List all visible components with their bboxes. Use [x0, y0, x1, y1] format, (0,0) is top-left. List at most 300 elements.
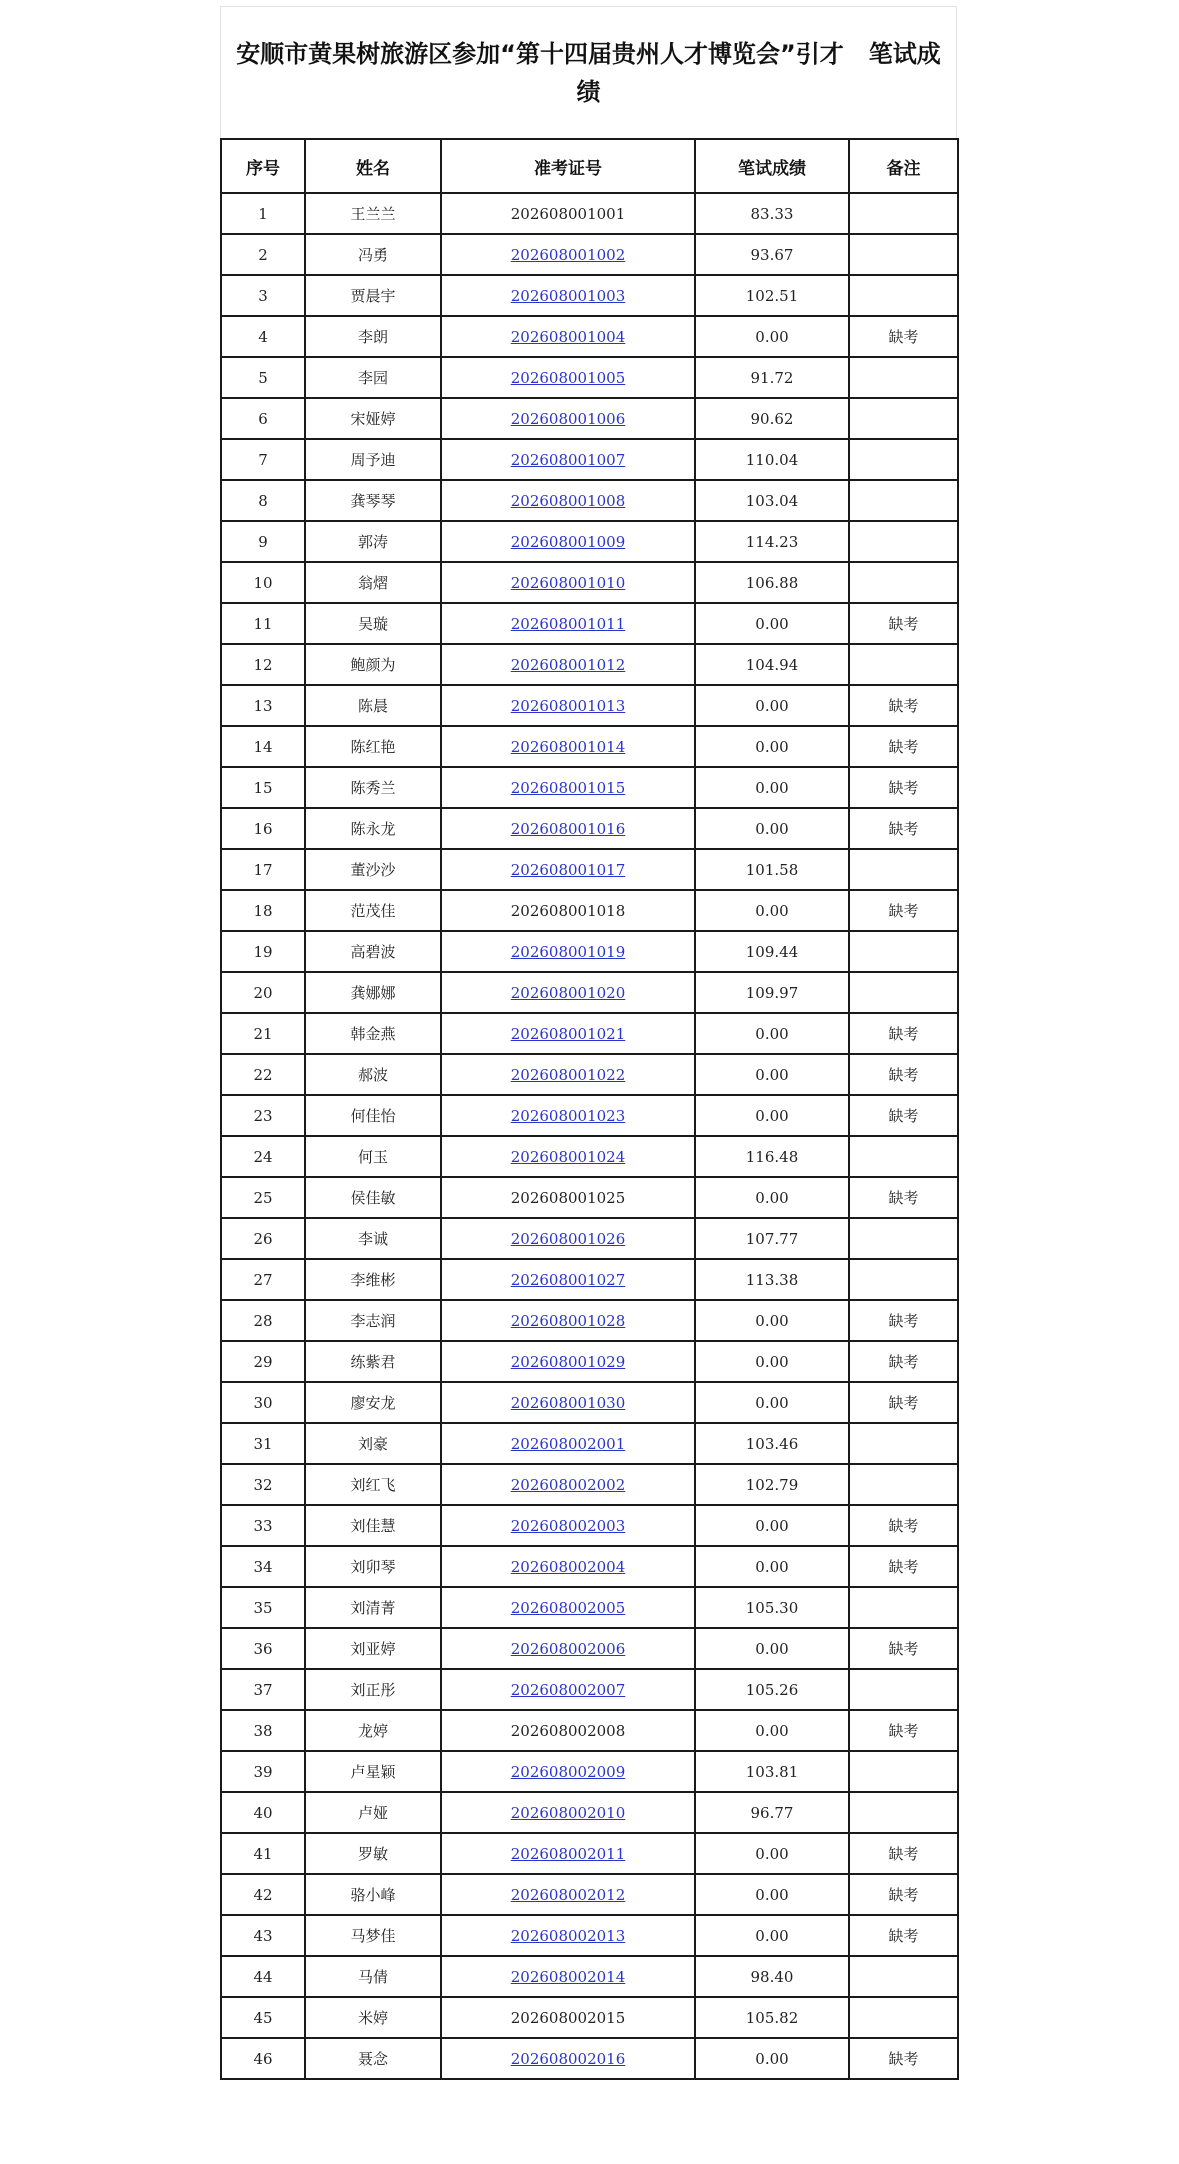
row-seq: 32 — [221, 1464, 305, 1505]
row-exam-number — [441, 480, 695, 521]
table-row — [221, 1382, 958, 1423]
header-written-score: 笔试成绩 — [695, 139, 849, 193]
row-score: 103.46 — [695, 1423, 849, 1464]
exam-number-link[interactable]: 202608001019 — [510, 942, 626, 961]
row-name: 郭涛 — [305, 521, 441, 562]
row-name: 廖安龙 — [305, 1382, 441, 1423]
table-row — [221, 1423, 958, 1464]
row-seq: 10 — [221, 562, 305, 603]
table-row — [221, 480, 958, 521]
row-score: 104.94 — [695, 644, 849, 685]
row-remark — [849, 275, 958, 316]
row-seq: 41 — [221, 1833, 305, 1874]
row-seq: 17 — [221, 849, 305, 890]
exam-number-link[interactable]: 202608001012 — [510, 655, 626, 674]
row-seq: 45 — [221, 1997, 305, 2038]
row-score: 96.77 — [695, 1792, 849, 1833]
row-score: 0.00 — [695, 726, 849, 767]
row-remark — [849, 849, 958, 890]
header-seq: 序号 — [221, 139, 305, 193]
row-seq: 42 — [221, 1874, 305, 1915]
row-name: 龚琴琴 — [305, 480, 441, 521]
exam-number-text: 202608002008 — [510, 1721, 626, 1740]
exam-number-link[interactable]: 202608001017 — [510, 860, 626, 879]
row-score: 0.00 — [695, 808, 849, 849]
row-score: 0.00 — [695, 1833, 849, 1874]
row-remark — [849, 931, 958, 972]
table-row — [221, 1587, 958, 1628]
table-row — [221, 726, 958, 767]
row-exam-number — [441, 1792, 695, 1833]
table-row — [221, 849, 958, 890]
row-name: 李园 — [305, 357, 441, 398]
row-seq: 5 — [221, 357, 305, 398]
row-exam-number — [441, 1464, 695, 1505]
row-exam-number — [441, 1095, 695, 1136]
row-score: 0.00 — [695, 1300, 849, 1341]
row-score: 0.00 — [695, 1505, 849, 1546]
row-score: 114.23 — [695, 521, 849, 562]
row-seq: 15 — [221, 767, 305, 808]
exam-number-text: 202608001018 — [510, 901, 626, 920]
score-document — [220, 6, 957, 2080]
row-remark — [849, 480, 958, 521]
row-seq: 13 — [221, 685, 305, 726]
row-exam-number — [441, 1956, 695, 1997]
row-remark: 缺考 — [849, 1300, 958, 1341]
row-name: 刘佳慧 — [305, 1505, 441, 1546]
table-row — [221, 1710, 958, 1751]
row-exam-number — [441, 972, 695, 1013]
exam-number-link[interactable]: 202608002012 — [510, 1885, 626, 1904]
row-remark: 缺考 — [849, 603, 958, 644]
row-name: 卢星颖 — [305, 1751, 441, 1792]
row-score: 0.00 — [695, 1546, 849, 1587]
row-score: 105.30 — [695, 1587, 849, 1628]
row-score: 0.00 — [695, 685, 849, 726]
table-row — [221, 1546, 958, 1587]
exam-number-link[interactable]: 202608002003 — [510, 1516, 626, 1535]
row-exam-number — [441, 1341, 695, 1382]
row-name: 何玉 — [305, 1136, 441, 1177]
row-exam-number — [441, 808, 695, 849]
row-exam-number — [441, 1915, 695, 1956]
row-remark — [849, 972, 958, 1013]
exam-number-link[interactable]: 202608001005 — [510, 368, 626, 387]
exam-number-text: 202608001025 — [510, 1188, 626, 1207]
row-exam-number — [441, 275, 695, 316]
row-score: 0.00 — [695, 767, 849, 808]
exam-number-link[interactable]: 202608001022 — [510, 1065, 626, 1084]
row-score: 0.00 — [695, 1915, 849, 1956]
table-row — [221, 1095, 958, 1136]
row-name: 范茂佳 — [305, 890, 441, 931]
exam-number-link[interactable]: 202608001024 — [510, 1147, 626, 1166]
row-remark — [849, 1136, 958, 1177]
table-row — [221, 1136, 958, 1177]
row-name: 周予迪 — [305, 439, 441, 480]
row-remark: 缺考 — [849, 1546, 958, 1587]
row-name: 王兰兰 — [305, 193, 441, 234]
row-exam-number — [441, 1013, 695, 1054]
exam-number-link[interactable]: 202608002006 — [510, 1639, 626, 1658]
row-remark: 缺考 — [849, 1505, 958, 1546]
row-name: 陈永龙 — [305, 808, 441, 849]
exam-number-link[interactable]: 202608002007 — [510, 1680, 626, 1699]
row-exam-number — [441, 1710, 695, 1751]
row-remark — [849, 234, 958, 275]
row-exam-number — [441, 890, 695, 931]
row-seq: 25 — [221, 1177, 305, 1218]
exam-number-link[interactable]: 202608001009 — [510, 532, 626, 551]
row-seq: 23 — [221, 1095, 305, 1136]
row-remark: 缺考 — [849, 1382, 958, 1423]
row-name: 贾晨宇 — [305, 275, 441, 316]
exam-number-link[interactable]: 202608001006 — [510, 409, 626, 428]
row-score: 102.51 — [695, 275, 849, 316]
row-seq: 11 — [221, 603, 305, 644]
row-score: 0.00 — [695, 1341, 849, 1382]
row-remark: 缺考 — [849, 316, 958, 357]
row-score: 105.82 — [695, 1997, 849, 2038]
table-header-row — [221, 139, 958, 193]
row-score: 0.00 — [695, 1874, 849, 1915]
row-name: 高碧波 — [305, 931, 441, 972]
row-score: 110.04 — [695, 439, 849, 480]
row-score: 90.62 — [695, 398, 849, 439]
table-row — [221, 316, 958, 357]
row-seq: 12 — [221, 644, 305, 685]
row-name: 刘豪 — [305, 1423, 441, 1464]
header-name: 姓名 — [305, 139, 441, 193]
row-exam-number — [441, 1669, 695, 1710]
row-remark — [849, 1669, 958, 1710]
row-name: 龙婷 — [305, 1710, 441, 1751]
score-table — [220, 138, 959, 2080]
row-name: 李诚 — [305, 1218, 441, 1259]
row-name: 李朗 — [305, 316, 441, 357]
row-remark: 缺考 — [849, 890, 958, 931]
row-score: 0.00 — [695, 1013, 849, 1054]
exam-number-link[interactable]: 202608001023 — [510, 1106, 626, 1125]
row-name: 陈红艳 — [305, 726, 441, 767]
exam-number-link[interactable]: 202608001007 — [510, 450, 626, 469]
row-name: 何佳怡 — [305, 1095, 441, 1136]
row-score: 101.58 — [695, 849, 849, 890]
exam-number-link[interactable]: 202608001002 — [510, 245, 626, 264]
row-exam-number — [441, 1218, 695, 1259]
exam-number-link[interactable]: 202608001004 — [510, 327, 626, 346]
row-score: 107.77 — [695, 1218, 849, 1259]
row-seq: 20 — [221, 972, 305, 1013]
exam-number-link[interactable]: 202608001016 — [510, 819, 626, 838]
page-title: 安顺市黄果树旅游区参加“第十四届贵州人才博览会”引才 笔试成绩 — [236, 39, 941, 106]
row-score: 102.79 — [695, 1464, 849, 1505]
exam-number-link[interactable]: 202608002009 — [510, 1762, 626, 1781]
table-row — [221, 1956, 958, 1997]
exam-number-link[interactable]: 202608001027 — [510, 1270, 626, 1289]
row-name: 侯佳敏 — [305, 1177, 441, 1218]
row-score: 0.00 — [695, 1095, 849, 1136]
row-remark: 缺考 — [849, 2038, 958, 2079]
table-row — [221, 808, 958, 849]
row-seq: 22 — [221, 1054, 305, 1095]
row-score: 0.00 — [695, 316, 849, 357]
row-remark: 缺考 — [849, 808, 958, 849]
row-remark: 缺考 — [849, 1915, 958, 1956]
row-exam-number — [441, 2038, 695, 2079]
row-exam-number — [441, 521, 695, 562]
row-seq: 8 — [221, 480, 305, 521]
row-remark: 缺考 — [849, 1177, 958, 1218]
row-name: 卢娅 — [305, 1792, 441, 1833]
row-remark: 缺考 — [849, 726, 958, 767]
row-exam-number — [441, 726, 695, 767]
exam-number-link[interactable]: 202608001026 — [510, 1229, 626, 1248]
exam-number-link[interactable]: 202608001014 — [510, 737, 626, 756]
row-name: 马梦佳 — [305, 1915, 441, 1956]
exam-number-link[interactable]: 202608002011 — [510, 1844, 626, 1863]
table-row — [221, 1300, 958, 1341]
row-exam-number — [441, 1136, 695, 1177]
row-exam-number — [441, 1751, 695, 1792]
table-body — [221, 193, 958, 2079]
row-remark: 缺考 — [849, 685, 958, 726]
table-row — [221, 1218, 958, 1259]
row-exam-number — [441, 1382, 695, 1423]
row-name: 骆小峰 — [305, 1874, 441, 1915]
exam-number-link[interactable]: 202608001021 — [510, 1024, 626, 1043]
row-remark — [849, 1997, 958, 2038]
row-remark: 缺考 — [849, 1013, 958, 1054]
row-seq: 14 — [221, 726, 305, 767]
table-row — [221, 357, 958, 398]
row-exam-number — [441, 1300, 695, 1341]
row-remark: 缺考 — [849, 1833, 958, 1874]
table-row — [221, 1054, 958, 1095]
row-exam-number — [441, 398, 695, 439]
row-score: 103.04 — [695, 480, 849, 521]
row-score: 93.67 — [695, 234, 849, 275]
row-remark: 缺考 — [849, 1874, 958, 1915]
table-row — [221, 1997, 958, 2038]
table-row — [221, 193, 958, 234]
exam-number-link[interactable]: 202608001029 — [510, 1352, 626, 1371]
row-exam-number — [441, 1833, 695, 1874]
row-remark — [849, 562, 958, 603]
table-row — [221, 603, 958, 644]
row-exam-number — [441, 685, 695, 726]
row-exam-number — [441, 1259, 695, 1300]
row-name: 宋娅婷 — [305, 398, 441, 439]
row-remark — [849, 644, 958, 685]
table-row — [221, 1259, 958, 1300]
row-name: 刘清菁 — [305, 1587, 441, 1628]
row-remark — [849, 1423, 958, 1464]
row-score: 0.00 — [695, 890, 849, 931]
row-seq: 38 — [221, 1710, 305, 1751]
row-name: 翁熠 — [305, 562, 441, 603]
row-seq: 40 — [221, 1792, 305, 1833]
row-seq: 19 — [221, 931, 305, 972]
table-row — [221, 972, 958, 1013]
row-name: 刘卯琴 — [305, 1546, 441, 1587]
table-row — [221, 562, 958, 603]
row-name: 龚娜娜 — [305, 972, 441, 1013]
row-exam-number — [441, 562, 695, 603]
table-row — [221, 931, 958, 972]
table-row — [221, 1341, 958, 1382]
row-score: 0.00 — [695, 1628, 849, 1669]
row-remark — [849, 439, 958, 480]
header-remarks: 备注 — [849, 139, 958, 193]
row-name: 陈晨 — [305, 685, 441, 726]
row-remark: 缺考 — [849, 1095, 958, 1136]
header-exam-number: 准考证号 — [441, 139, 695, 193]
row-remark — [849, 193, 958, 234]
row-seq: 36 — [221, 1628, 305, 1669]
row-exam-number — [441, 316, 695, 357]
row-exam-number — [441, 603, 695, 644]
row-score: 113.38 — [695, 1259, 849, 1300]
row-seq: 6 — [221, 398, 305, 439]
row-exam-number — [441, 193, 695, 234]
row-seq: 39 — [221, 1751, 305, 1792]
table-row — [221, 685, 958, 726]
row-name: 马倩 — [305, 1956, 441, 1997]
row-remark — [849, 398, 958, 439]
row-name: 董沙沙 — [305, 849, 441, 890]
exam-number-link[interactable]: 202608002013 — [510, 1926, 626, 1945]
row-score: 103.81 — [695, 1751, 849, 1792]
row-seq: 16 — [221, 808, 305, 849]
row-remark — [849, 1792, 958, 1833]
exam-number-link[interactable]: 202608001015 — [510, 778, 626, 797]
table-row — [221, 644, 958, 685]
row-seq: 35 — [221, 1587, 305, 1628]
row-exam-number — [441, 644, 695, 685]
row-seq: 29 — [221, 1341, 305, 1382]
row-seq: 24 — [221, 1136, 305, 1177]
row-name: 鲍颜为 — [305, 644, 441, 685]
row-score: 109.97 — [695, 972, 849, 1013]
row-exam-number — [441, 1587, 695, 1628]
table-row — [221, 1792, 958, 1833]
table-row — [221, 1915, 958, 1956]
row-seq: 9 — [221, 521, 305, 562]
table-row — [221, 275, 958, 316]
row-name: 刘红飞 — [305, 1464, 441, 1505]
row-exam-number — [441, 357, 695, 398]
row-score: 0.00 — [695, 1177, 849, 1218]
row-name: 练紫君 — [305, 1341, 441, 1382]
row-name: 郝波 — [305, 1054, 441, 1095]
row-exam-number — [441, 1177, 695, 1218]
row-name: 韩金燕 — [305, 1013, 441, 1054]
table-row — [221, 890, 958, 931]
table-row — [221, 767, 958, 808]
row-remark: 缺考 — [849, 1054, 958, 1095]
table-row — [221, 1628, 958, 1669]
row-name: 刘亚婷 — [305, 1628, 441, 1669]
row-exam-number — [441, 767, 695, 808]
row-remark — [849, 357, 958, 398]
exam-number-link[interactable]: 202608001008 — [510, 491, 626, 510]
exam-number-link[interactable]: 202608001020 — [510, 983, 626, 1002]
row-seq: 44 — [221, 1956, 305, 1997]
row-exam-number — [441, 1628, 695, 1669]
row-exam-number — [441, 931, 695, 972]
row-remark — [849, 1259, 958, 1300]
exam-number-link[interactable]: 202608001013 — [510, 696, 626, 715]
exam-number-text: 202608001001 — [510, 204, 626, 223]
row-remark: 缺考 — [849, 1710, 958, 1751]
row-exam-number — [441, 234, 695, 275]
row-score: 83.33 — [695, 193, 849, 234]
row-name: 李维彬 — [305, 1259, 441, 1300]
exam-number-link[interactable]: 202608001003 — [510, 286, 626, 305]
exam-number-link[interactable]: 202608002004 — [510, 1557, 626, 1576]
exam-number-link[interactable]: 202608001011 — [510, 614, 626, 633]
table-row — [221, 1013, 958, 1054]
exam-number-link[interactable]: 202608001028 — [510, 1311, 626, 1330]
row-remark — [849, 1218, 958, 1259]
exam-number-link[interactable]: 202608001010 — [510, 573, 626, 592]
row-exam-number — [441, 1874, 695, 1915]
table-row — [221, 1464, 958, 1505]
row-exam-number — [441, 1505, 695, 1546]
exam-number-link[interactable]: 202608002016 — [510, 2049, 626, 2068]
row-score: 109.44 — [695, 931, 849, 972]
row-score: 98.40 — [695, 1956, 849, 1997]
row-remark: 缺考 — [849, 1341, 958, 1382]
table-row — [221, 1751, 958, 1792]
exam-number-link[interactable]: 202608002005 — [510, 1598, 626, 1617]
table-row — [221, 1505, 958, 1546]
row-remark — [849, 521, 958, 562]
row-seq: 27 — [221, 1259, 305, 1300]
row-remark — [849, 1587, 958, 1628]
exam-number-link[interactable]: 202608002010 — [510, 1803, 626, 1822]
row-remark — [849, 1956, 958, 1997]
row-remark — [849, 1751, 958, 1792]
row-remark: 缺考 — [849, 1628, 958, 1669]
row-score: 116.48 — [695, 1136, 849, 1177]
row-name: 陈秀兰 — [305, 767, 441, 808]
table-row — [221, 398, 958, 439]
row-score: 0.00 — [695, 1710, 849, 1751]
row-seq: 7 — [221, 439, 305, 480]
table-row — [221, 1177, 958, 1218]
row-exam-number — [441, 1997, 695, 2038]
row-name: 李志润 — [305, 1300, 441, 1341]
row-seq: 2 — [221, 234, 305, 275]
exam-number-link[interactable]: 202608002002 — [510, 1475, 626, 1494]
table-row — [221, 439, 958, 480]
exam-number-link[interactable]: 202608001030 — [510, 1393, 626, 1412]
row-score: 105.26 — [695, 1669, 849, 1710]
exam-number-link[interactable]: 202608002001 — [510, 1434, 626, 1453]
table-row — [221, 1874, 958, 1915]
row-name: 聂念 — [305, 2038, 441, 2079]
exam-number-link[interactable]: 202608002014 — [510, 1967, 626, 1986]
row-seq: 18 — [221, 890, 305, 931]
row-exam-number — [441, 849, 695, 890]
row-name: 刘正彤 — [305, 1669, 441, 1710]
row-remark — [849, 1464, 958, 1505]
title-box — [220, 6, 957, 138]
table-row — [221, 1669, 958, 1710]
